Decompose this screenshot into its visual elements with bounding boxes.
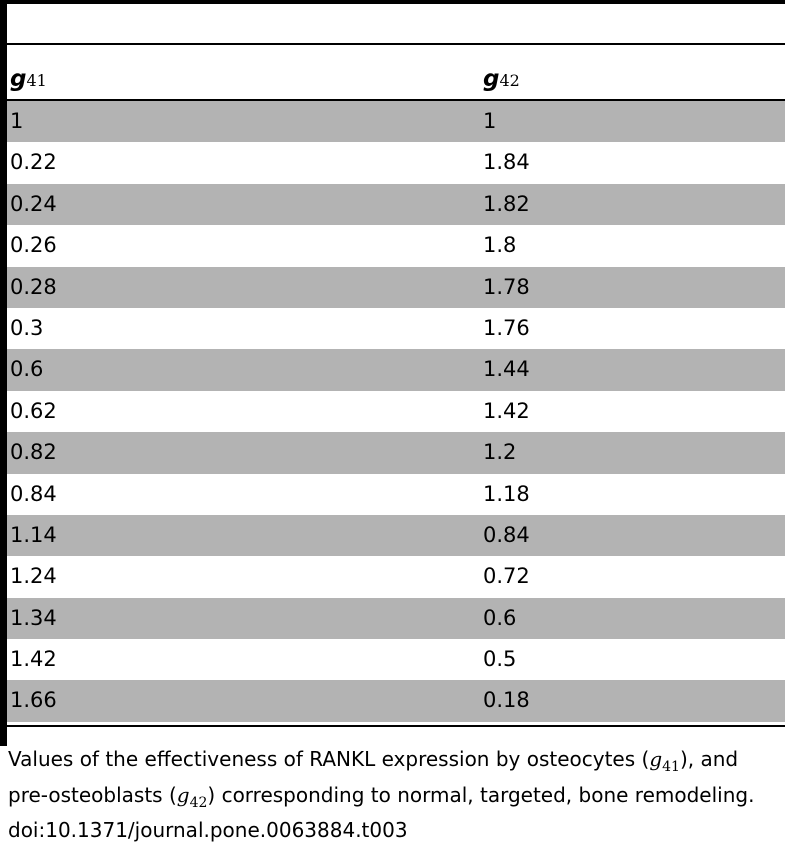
cell-g42: 0.5 [483, 647, 517, 672]
cell-g41: 0.6 [10, 357, 44, 382]
cell-g42: 1.42 [483, 398, 530, 423]
table-row [7, 349, 785, 390]
cell-g41: 0.3 [10, 315, 44, 340]
cell-g41: 0.28 [10, 274, 57, 299]
cell-g41: 1.42 [10, 647, 57, 672]
cell-g41: 0.24 [10, 191, 57, 216]
table-row [7, 515, 785, 556]
table-row [7, 639, 785, 680]
table-row [7, 184, 785, 225]
column-header-g42-var: g [483, 66, 500, 92]
table-row [7, 267, 785, 308]
column-header-g41-var: g [10, 66, 27, 92]
cell-g41: 0.62 [10, 398, 57, 423]
cell-g41: 1 [10, 109, 24, 133]
caption-text-1: Values of the effectiveness of RANKL expression by osteocytes ( [8, 747, 650, 771]
caption-text-2: ), and pre-osteoblasts ( [8, 747, 739, 807]
column-header-g41-sub: 41 [26, 71, 47, 90]
cell-g42: 0.6 [483, 605, 517, 630]
column-header-g42-sub: 42 [499, 71, 520, 90]
cell-g42: 1 [483, 109, 497, 133]
cell-g41: 1.34 [10, 605, 57, 630]
table-row [7, 474, 785, 515]
table-row [7, 391, 785, 432]
cell-g42: 1.8 [483, 233, 517, 258]
column-header-g42 [483, 64, 520, 96]
table-row [7, 556, 785, 597]
cell-g41: 0.84 [10, 481, 57, 506]
table-row [7, 680, 785, 721]
cell-g42: 1.44 [483, 357, 530, 382]
table-caption [8, 746, 783, 845]
cell-g41: 0.26 [10, 233, 57, 258]
cell-g42: 1.2 [483, 440, 517, 465]
column-header-g41 [10, 64, 47, 96]
cell-g42: 1.76 [483, 315, 530, 340]
table-bottom-rule [7, 725, 785, 727]
caption-sub-1: 41 [662, 759, 680, 775]
cell-g41: 0.22 [10, 150, 57, 175]
caption-var-2: g [176, 782, 190, 807]
table-top-rule [0, 0, 785, 4]
caption-text-3: ) corresponding to normal, targeted, bone remodeling. [207, 782, 755, 807]
table-row [7, 432, 785, 473]
cell-g42: 1.18 [483, 481, 530, 506]
table-row [7, 308, 785, 349]
table-row [7, 225, 785, 266]
cell-g42: 0.72 [483, 564, 530, 589]
cell-g42: 0.18 [483, 688, 530, 713]
caption-var-1: g [649, 747, 663, 771]
header-top-rule [7, 43, 785, 45]
table-row [7, 101, 785, 142]
cell-g41: 1.66 [10, 688, 57, 713]
cell-g41: 0.82 [10, 440, 57, 465]
caption-doi: doi:10.1371/journal.pone.0063884.t003 [8, 818, 408, 842]
table-row [7, 142, 785, 183]
cell-g42: 1.78 [483, 274, 530, 299]
cell-g42: 1.84 [483, 150, 530, 175]
table-body [7, 101, 785, 722]
table-left-border [0, 0, 7, 746]
cell-g42: 0.84 [483, 522, 530, 547]
caption-sub-2: 42 [189, 794, 208, 811]
cell-g41: 1.14 [10, 522, 57, 547]
cell-g42: 1.82 [483, 191, 530, 216]
table-header-row [7, 56, 785, 100]
cell-g41: 1.24 [10, 564, 57, 589]
table-row [7, 598, 785, 639]
